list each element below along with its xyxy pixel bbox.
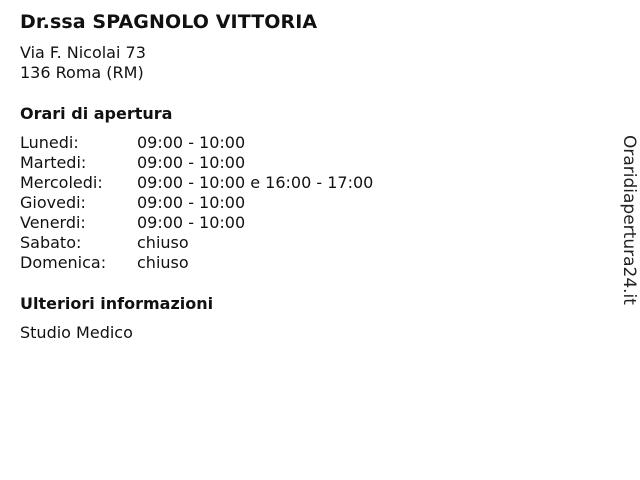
hours-row-wednesday [20,173,373,193]
hours-row-tuesday [20,153,373,173]
watermark-text: Oraridiapertura24.it [619,135,639,305]
hours-row-saturday [20,233,373,253]
day-label: Sabato: [20,233,82,252]
time-value: 09:00 - 10:00 [137,133,246,152]
opening-hours-heading: Orari di apertura [20,104,173,123]
business-category: Studio Medico [20,323,133,342]
day-label: Venerdi: [20,213,86,232]
time-value: chiuso [137,253,189,272]
day-label: Mercoledi: [20,173,103,192]
site-watermark [610,135,640,307]
address-block [20,43,146,83]
time-value: 09:00 - 10:00 e 16:00 - 17:00 [137,173,374,192]
time-value: 09:00 - 10:00 [137,193,246,212]
hours-row-friday [20,213,373,233]
hours-row-monday [20,133,373,153]
additional-info-heading: Ulteriori informazioni [20,294,214,313]
day-label: Giovedi: [20,193,86,212]
opening-hours-list [20,133,373,273]
business-name: Dr.ssa SPAGNOLO VITTORIA [20,11,318,33]
day-label: Lunedi: [20,133,79,152]
address-city: 136 Roma (RM) [20,63,144,82]
time-value: 09:00 - 10:00 [137,213,246,232]
time-value: chiuso [137,233,189,252]
address-street: Via F. Nicolai 73 [20,43,146,62]
day-label: Martedi: [20,153,87,172]
hours-row-sunday [20,253,373,273]
time-value: 09:00 - 10:00 [137,153,246,172]
hours-row-thursday [20,193,373,213]
day-label: Domenica: [20,253,107,272]
